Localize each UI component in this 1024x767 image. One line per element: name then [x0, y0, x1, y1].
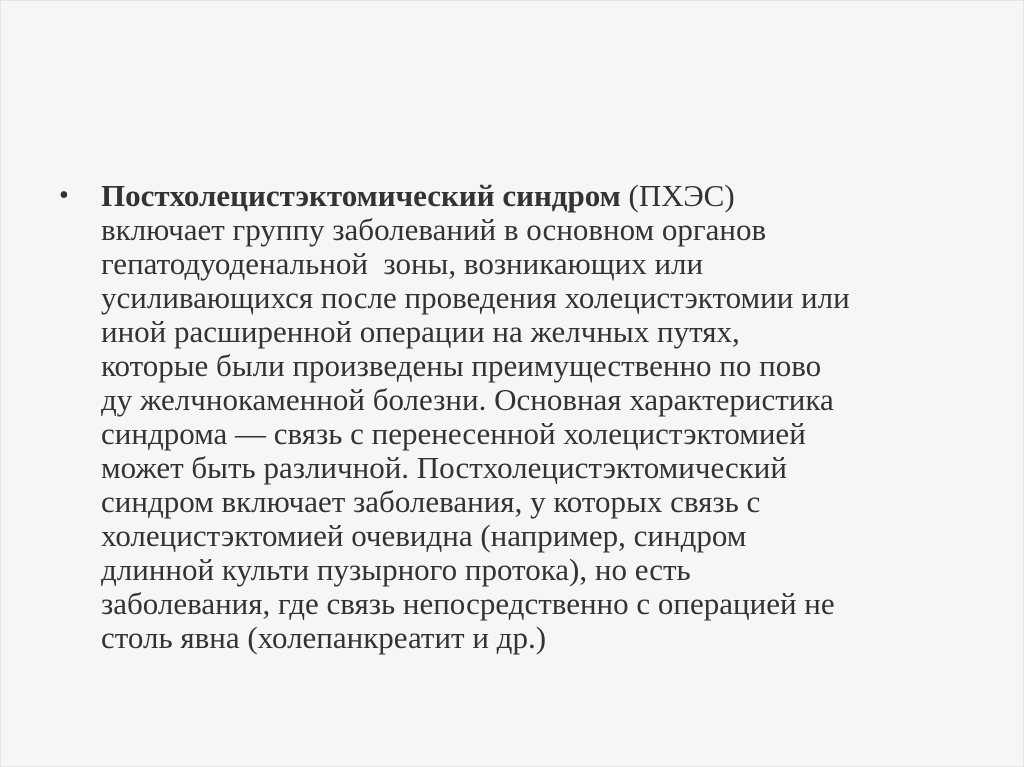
paragraph-line: холецистэктомией очевидна (например, синдром	[101, 518, 747, 553]
paragraph-line: синдрома — связь с перенесенной холецистэктомией	[101, 416, 806, 451]
term-bold: Постхолецистэктомический синдром	[101, 178, 621, 213]
paragraph-line: иной расширенной операции на желчных путях,	[101, 314, 740, 349]
bullet-icon: •	[59, 180, 69, 211]
paragraph-line: ду желчнокаменной болезни. Основная характеристика	[101, 382, 834, 417]
term-abbreviation: (ПХЭС)	[620, 178, 735, 213]
paragraph-line: которые были произведены преимущественно по пово	[101, 348, 822, 383]
bullet-paragraph	[101, 179, 979, 655]
paragraph-line: усиливающихся после проведения холецистэктомии или	[101, 280, 850, 315]
paragraph-line: синдром включает заболевания, у которых связь с	[101, 484, 761, 519]
paragraph-line: может быть различной. Постхолецистэктомический	[101, 450, 787, 485]
paragraph-line-1	[101, 179, 979, 213]
paragraph-line: гепатодуоденальной зоны, возникающих или	[101, 246, 704, 281]
paragraph-line: длинной культи пузырного протока), но есть	[101, 552, 691, 587]
paragraph-line: включает группу заболеваний в основном органов	[101, 212, 767, 247]
paragraph-line: заболевания, где связь непосредственно с операцией не	[101, 586, 835, 621]
paragraph-line: столь явна (холепанкреатит и др.)	[101, 620, 547, 655]
slide-content	[59, 179, 979, 655]
bullet-item	[59, 179, 979, 655]
